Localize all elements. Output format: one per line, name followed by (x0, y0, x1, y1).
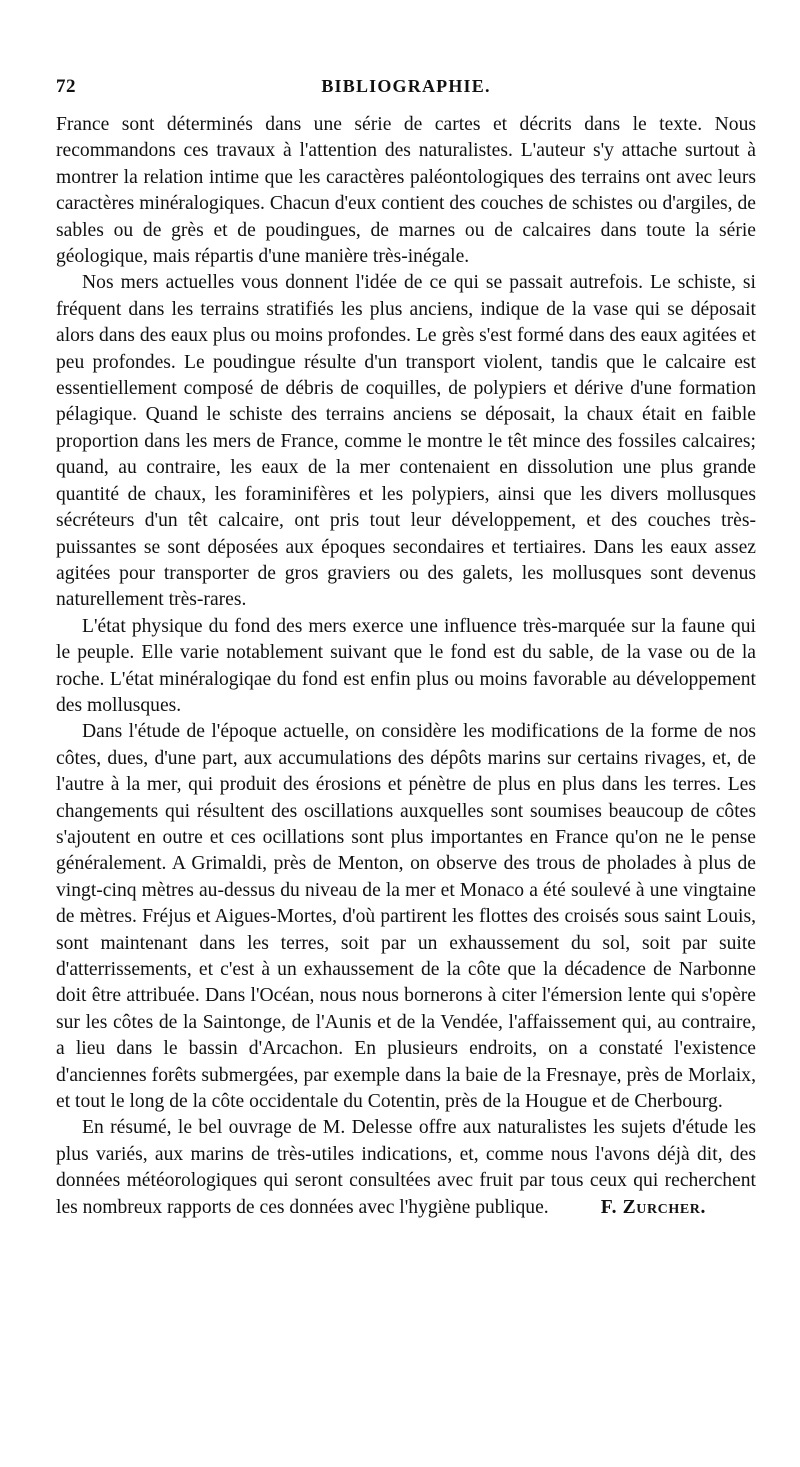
paragraph-text: En résumé, le bel ouvrage de M. Delesse offre aux naturalistes les sujets d'étude les plus variés, aux marins de très-utiles indications, et, comme nous l'avons déjà dit, des données météorologiques qui seront consultées avec fruit par tous ceux qui recherchent les nombreux rapports de ces données avec l'hygiène publique. (56, 1117, 756, 1218)
running-title: BIBLIOGRAPHIE. (321, 76, 491, 96)
paragraph: L'état physique du fond des mers exerce une influence très-marquée sur la faune qui le peuple. Elle varie notablement suivant que le fond est du sable, de la vase ou de la roche. L'état minéralogiqae du fond est enfin plus ou moins favorable au développement des mollusques. (56, 615, 756, 716)
author-signature: F. Zurcher. (600, 1196, 706, 1218)
paragraph: France sont déterminés dans une série de cartes et décrits dans le texte. Nous recommandons ces travaux à l'attention des naturalistes. L'auteur s'y attache surtout à montrer la relation intime que les caractères paléontologiques des terrains ont avec leurs caractères minéralogiques. Chacun d'eux contient des couches de schistes ou d'argiles, de sables ou de grès et de poudingues, de marnes ou de calcaires dans toute la série géologique, mais répartis d'une manière très-inégale. (56, 114, 756, 268)
paragraph: Dans l'étude de l'époque actuelle, on considère les modifications de la forme de nos côtes, dues, d'une part, aux accumulations des dépôts marins sur certains rivages, et, de l'autre à la mer, qui produit des érosions et pénètre de plus en plus dans les terres. Les changements qui résultent des oscillations auxquelles sont soumises beaucoup de côtes s'ajoutent en outre et ces ocillations sont plus importantes en France qu'on ne le pense généralement. A Grimaldi, près de Menton, on observe des trous de pholades à plus de vingt-cinq mètres au-dessus du niveau de la mer et Monaco a été soulevé à une vingtaine de mètres. Fréjus et Aigues-Mortes, d'où partirent les flottes des croisés sous saint Louis, sont maintenant dans les terres, soit par un exhaussement du sol, soit par suite d'atterrissements, et c'est à un exhaussement de la côte que la décadence de Narbonne doit être attribuée. Dans l'Océan, nous nous bornerons à citer l'émersion lente qui s'opère sur les côtes de la Saintonge, de l'Aunis et de la Vendée, l'affaissement qui, au contraire, a lieu dans le bassin d'Arcachon. En plusieurs endroits, on a constaté l'existence d'anciennes forêts submergées, par exemple dans la baie de la Fresnaye, près de Morlaix, et tout le long de la côte occidentale du Cotentin, près de la Hougue et de Cherbourg. (56, 721, 756, 1113)
page-number: 72 (56, 76, 76, 97)
paragraph-with-signature (56, 1115, 756, 1221)
running-head (56, 72, 756, 108)
page (56, 72, 756, 1221)
paragraph: Nos mers actuelles vous donnent l'idée de ce qui se passait autrefois. Le schiste, si fréquent dans les terrains stratifiés les plus anciens, indique de la vase qui se déposait alors dans des eaux plus ou moins profondes. Le grès s'est formé dans des eaux agitées et peu profondes. Le poudingue résulte d'un transport violent, tandis que le calcaire est essentiellement composé de débris de coquilles, de polypiers et dérive d'une formation pélagique. Quand le schiste des terrains anciens se déposait, la chaux était en faible proportion dans les mers de France, comme le montre le têt mince des fossiles calcaires; quand, au contraire, les eaux de la mer contenaient en dissolution une plus grande quantité de chaux, les foraminifères et les polypiers, ainsi que les divers mollusques sécréteurs d'un têt calcaire, ont pris tout leur développement, et des couches très-puissantes se sont déposées aux époques secondaires et tertiaires. Dans les eaux assez agitées pour transporter de gros graviers ou des galets, les mollusques sont devenus naturellement très-rares. (56, 272, 756, 611)
article-body (56, 112, 756, 1221)
